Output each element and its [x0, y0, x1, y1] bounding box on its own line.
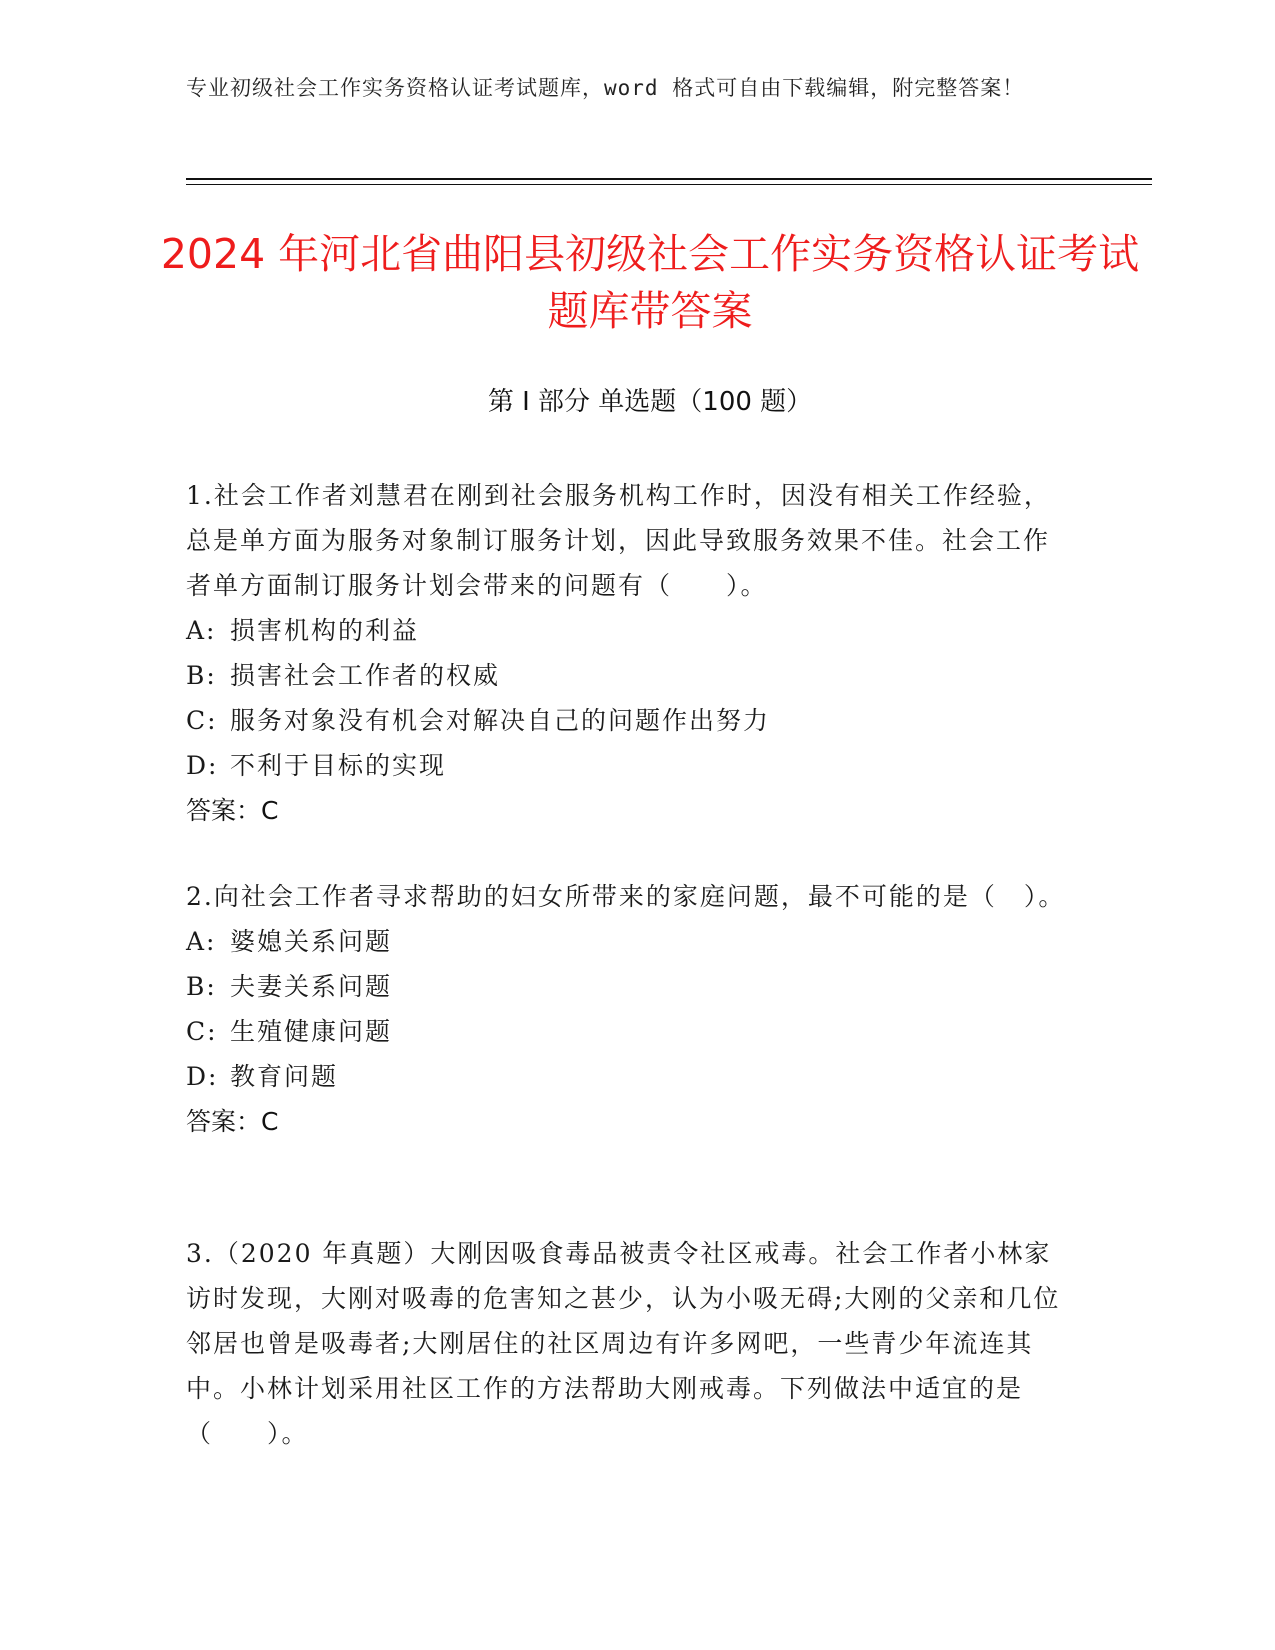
option-d	[186, 743, 1066, 788]
document-title: 2024 年河北省曲阳县初级社会工作实务资格认证考试题库带答案	[160, 230, 1140, 335]
option-text: 生殖健康问题	[230, 1017, 393, 1046]
header-divider-thin	[186, 184, 1152, 185]
question-3	[186, 1231, 1066, 1456]
option-key: B:	[186, 972, 217, 1001]
option-text: 夫妻关系问题	[230, 972, 393, 1001]
option-b	[186, 964, 1066, 1009]
option-b	[186, 653, 1066, 698]
question-stem: 2.向社会工作者寻求帮助的妇女所带来的家庭问题，最不可能的是（ ）。	[186, 882, 1066, 911]
option-c	[186, 698, 1066, 743]
section-title: 第 I 部分 单选题（100 题）	[487, 387, 813, 417]
option-text: 教育问题	[230, 1062, 339, 1091]
question-stem: 1.社会工作者刘慧君在刚到社会服务机构工作时，因没有相关工作经验，总是单方面为服务对象制订服务计划，因此导致服务效果不佳。社会工作者单方面制订服务计划会带来的问题有（ ）。	[186, 481, 1051, 600]
option-key: C:	[186, 706, 218, 735]
option-key: C:	[186, 1017, 218, 1046]
option-a	[186, 608, 1066, 653]
option-text: 损害机构的利益	[230, 616, 420, 645]
option-key: D:	[186, 751, 219, 780]
option-key: A:	[186, 616, 217, 645]
option-a	[186, 919, 1066, 964]
question-2	[186, 874, 1066, 1144]
option-key: A:	[186, 927, 217, 956]
answer-line: 答案：C	[186, 796, 279, 825]
option-c	[186, 1009, 1066, 1054]
option-d	[186, 1054, 1066, 1099]
option-text: 婆媳关系问题	[230, 927, 393, 956]
header-divider	[186, 178, 1152, 180]
question-1	[186, 473, 1066, 833]
option-key: D:	[186, 1062, 219, 1091]
option-text: 损害社会工作者的权威	[230, 661, 501, 690]
option-text: 不利于目标的实现	[230, 751, 447, 780]
option-key: B:	[186, 661, 217, 690]
answer-line: 答案：C	[186, 1107, 279, 1136]
option-text: 服务对象没有机会对解决自己的问题作出努力	[230, 706, 771, 735]
question-stem: 3.（2020 年真题）大刚因吸食毒品被责令社区戒毒。社会工作者小林家访时发现，大刚对吸毒的危害知之甚少，认为小吸无碍;大刚的父亲和几位邻居也曾是吸毒者;大刚居住的社区周边有许多网吧，一些青少年流连其中。小林计划采用社区工作的方法帮助大刚戒毒。下列做法中适宜的是（ ）。	[186, 1239, 1061, 1448]
header-note: 专业初级社会工作实务资格认证考试题库，word 格式可自由下载编辑，附完整答案！	[186, 76, 1025, 100]
